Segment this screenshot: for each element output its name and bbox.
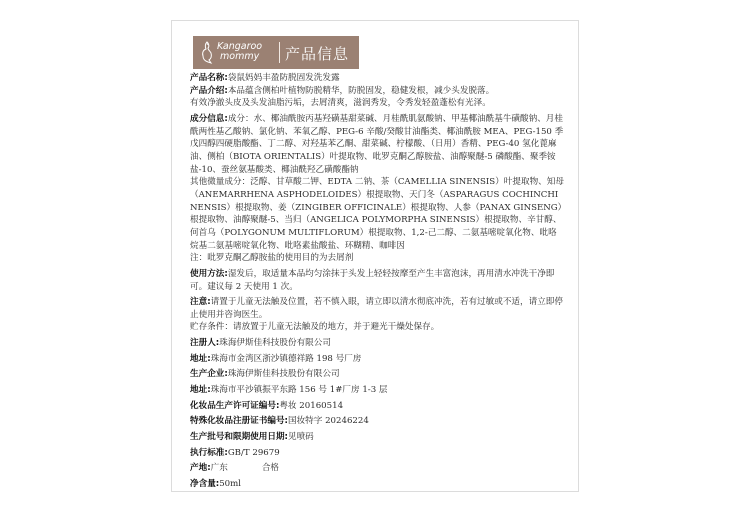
address-row — [190, 353, 565, 366]
brand-line-2: mommy — [220, 51, 260, 62]
product-info-card — [171, 20, 579, 492]
standard-value: GB/T 29679 — [227, 447, 280, 458]
qualified-mark: 合格 — [261, 463, 280, 474]
product-name-value: 袋鼠妈妈丰盈防脱固发洗发露 — [227, 73, 340, 83]
usage-value: 湿发后，取适量本品均匀涂抹于头发上轻轻按摩至产生丰富泡沫，再用清水冲洗干净即可。建议每 2 天使用 1 次。 — [190, 268, 555, 292]
net-content-row — [190, 478, 565, 491]
net-content-label: 净含量: — [190, 479, 220, 490]
ingredient-note: 注：吡罗克酮乙醇胺盐的使用目的为去屑剂 — [190, 253, 354, 264]
address-2-label: 地址: — [190, 385, 211, 396]
special-cert-value: 国妆特字 20246224 — [287, 416, 369, 427]
manufacturer-label: 生产企业: — [190, 369, 228, 380]
product-name-label: 产品名称: — [190, 73, 228, 83]
product-info-header — [193, 36, 359, 69]
product-name-row — [190, 72, 565, 85]
license-label: 化妆品生产许可证编号: — [190, 400, 280, 411]
caution-label: 注意: — [190, 297, 211, 308]
origin-label: 产地: — [190, 463, 211, 474]
product-intro-row — [190, 85, 565, 98]
kangaroo-mommy-logo — [199, 39, 275, 66]
batch-label: 生产批号和限期使用日期: — [190, 432, 288, 443]
special-cert-row — [190, 415, 565, 428]
address-2-row — [190, 384, 565, 397]
net-content-value: 50ml — [219, 479, 242, 490]
product-intro-value: 本品蕴含侧柏叶植物防脱精华，防脱固发，稳健发根，减少头发脱落。 — [227, 85, 495, 96]
manufacturer-value: 珠海伊斯佳科技股份有限公司 — [227, 369, 340, 380]
ingredients-label: 成分信息: — [190, 113, 228, 124]
other-ingredients-row — [190, 176, 565, 252]
product-details — [190, 72, 565, 491]
ingredients-row — [190, 113, 565, 176]
usage-label: 使用方法: — [190, 268, 228, 279]
registrant-value: 珠海伊斯佳科技股份有限公司 — [219, 338, 331, 349]
license-row — [190, 400, 565, 413]
usage-row — [190, 268, 565, 293]
address-label: 地址: — [190, 353, 211, 364]
standard-label: 执行标准: — [190, 447, 228, 458]
address-2-value: 珠海市平沙镇振平东路 156 号 1#厂房 1-3 层 — [210, 385, 388, 396]
special-cert-label: 特殊化妆品注册证书编号: — [190, 416, 288, 427]
brand-line-1: Kangaroo — [217, 41, 263, 52]
kangaroo-icon — [199, 40, 215, 65]
registrant-row — [190, 337, 565, 350]
storage-row: 贮存条件：请放置于儿童无法触及的地方，并于避光干燥处保存。 — [190, 322, 440, 333]
ingredients-value: 成分：水、椰油酰胺丙基羟磺基甜菜碱、月桂酰肌氨酸钠、甲基椰油酰基牛磺酸钠、月桂酰两性基乙酸钠、氯化钠、苯氧乙醇、PEG-6 辛酸/癸酸甘油酯类、椰油酰胺 MEA、PEG-150 季戊四醇四硬脂酸酯、丁二醇、对羟基苯乙酮、甜菜碱、柠檬酸、（日用）香精、PEG-40 氢化蓖麻油、侧柏（BIOTA ORIENTALIS）叶提取物、吡罗克酮乙醇胺盐、油醇聚醚-5 磷酸酯、聚季铵盐-10、蚕丝氨基酸类、椰油酰羟乙磺酸酯钠 — [190, 113, 564, 175]
license-value: 粤妆 20160514 — [279, 400, 344, 411]
other-ingredients-value: 其他微量成分：泛醇、甘草酸二钾、EDTA 二钠、茶（CAMELLIA SINENSIS）叶提取物、知母（ANEMARRHENA ASPHODELOIDES）根提取物、天门冬（ASPARAGUS COCHINCHINENSIS）根提取物、姜（ZINGIBER OFFICINALE）根提取物、人参（PANAX GINSENG）根提取物、油醇聚醚-5、当归（ANGELICA POLYMORPHA SINENSIS）根提取物、辛甘醇、何首乌（POLYGONUM MULTIFLORUM）根提取物、1,2-己二醇、二氨基嘧啶氧化物、吡咯烷基二氨基嘧啶氧化物、吡咯素盐酸盐、环糊精、咖啡因 — [190, 177, 564, 251]
standard-row — [190, 447, 565, 460]
product-intro-row-2 — [190, 97, 565, 110]
caution-row — [190, 296, 565, 321]
product-intro-label: 产品介绍: — [190, 85, 228, 96]
registrant-label: 注册人: — [190, 338, 220, 349]
caution-value: 请置于儿童无法触及位置，若不慎入眼，请立即以清水彻底冲洗，若有过敏或不适，请立即停止使用并咨询医生。 — [190, 297, 563, 320]
origin-row — [190, 462, 565, 475]
header-divider — [279, 42, 280, 63]
product-intro-value-2: 有效净澈头皮及头发油脂污垢，去屑清爽，滋润秀发，令秀发轻盈蓬松有光泽。 — [190, 98, 491, 109]
origin-value: 广东 — [210, 463, 228, 474]
batch-value: 见喷码 — [287, 432, 314, 443]
batch-row — [190, 431, 565, 444]
page-title: 产品信息 — [285, 45, 350, 63]
address-value: 珠海市金湾区浙沙镇德祥路 198 号厂房 — [210, 353, 362, 364]
manufacturer-row — [190, 368, 565, 381]
